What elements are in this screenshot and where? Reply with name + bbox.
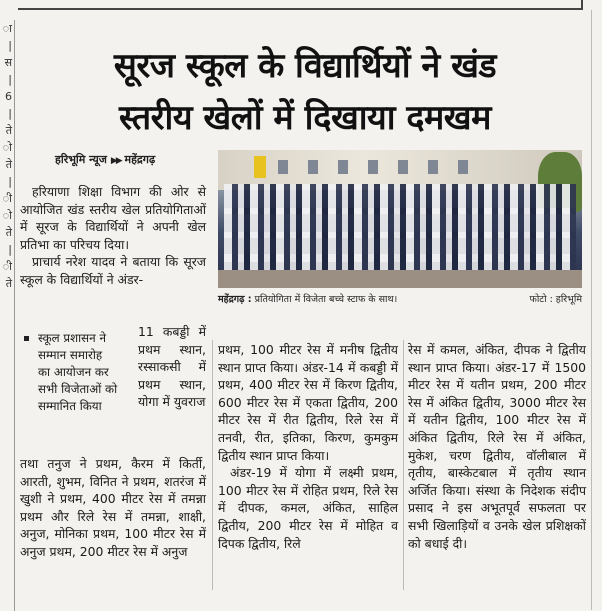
left-fragment: ते — [5, 277, 12, 290]
article-paragraph: प्रथम, 100 मीटर रेस में मनीष द्वितीय स्थान प्राप्त किया। अंडर-14 में कबड्डी में प्रथम, 400 मीटर रेस में किरण द्वितीय, 600 मीटर रेस में एकता द्वितीय, 200 मीटर रेस में रीत द्वितीय, रिले रेस में तनवी, रीत, इतिका, किरण, कुमकुम द्वितीय स्थान प्राप्त किया। — [218, 342, 398, 463]
caption-left — [218, 292, 397, 305]
article-paragraph: हरियाणा शिक्षा विभाग की ओर से आयोजित खंड स्तरीय खेल प्रतियोगिताओं में सूरज के विद्यार्थियों ने अपनी खेल प्रतिभा का परिचय दिया। — [20, 184, 206, 252]
bullet-icon — [24, 336, 29, 341]
right-margin-rule — [591, 10, 602, 610]
caption-text: प्रतियोगिता में विजेता बच्चे स्टाफ के साथ। — [254, 294, 398, 305]
photo-window — [428, 160, 438, 174]
left-fragment: ा — [2, 22, 12, 35]
photo-window — [398, 160, 408, 174]
column-divider — [212, 340, 213, 590]
photo-credit: फोटो : हरिभूमि — [529, 294, 582, 305]
byline-arrow-icon: ▶▶ — [110, 156, 121, 166]
highlight-box — [26, 330, 136, 415]
highlight-line: सभी विजेताओं को — [38, 382, 118, 396]
photo-flag — [254, 156, 266, 178]
left-fragment: | — [8, 73, 12, 86]
left-fragment: | — [8, 39, 12, 52]
photo-window — [458, 160, 468, 174]
left-fragment: ते — [5, 158, 12, 171]
highlight-line: स्कूल प्रशासन ने — [38, 331, 107, 345]
article-column-2 — [218, 341, 398, 552]
highlight-line: सम्मानित किया — [38, 399, 102, 413]
headline-line-1: सूरज स्कूल के विद्यार्थियों ने खंड — [113, 46, 497, 86]
article-paragraph: अंडर-19 में योगा में लक्ष्मी प्रथम, 100 मीटर रेस में रोहित प्रथम, रिले रेस में दीपक, कमल, अंकित, साहिल द्वितीय, 200 मीटर रेस में मोहित व दिपक द्वितीय, रिले — [218, 465, 398, 551]
left-fragment: ो — [2, 209, 12, 222]
photo-caption — [218, 292, 582, 305]
left-fragment: स — [4, 56, 12, 69]
left-fragment: | — [8, 175, 12, 188]
article-column-1-wrap: 11 कबड्डी में प्रथम स्थान, रस्साकसी में प्रथम स्थान, योगा में युवराज — [138, 324, 206, 410]
column-divider — [403, 340, 404, 590]
photo-floor — [218, 270, 582, 288]
left-fragment: ी — [2, 260, 12, 273]
caption-place: महेंद्रगढ़ : — [218, 294, 252, 305]
article-column-3: रेस में कमल, अंकित, दीपक ने द्वितीय स्थान प्राप्त किया। अंडर-17 में 1500 मीटर रेस में यतीन प्रथम, 200 मीटर रेस में अंकित द्वितीय, 3000 मीटर रेस में यतीन द्वितीय, 100 मीटर रेस में अंकित द्वितीय, रिले रेस में अंकित, मुकेश, चरण द्वितीय, वॉलीबाल में तृतीय, बास्केटबाल में तृतीय स्थान अर्जित किया। संस्था के निदेशक संदीप प्रसाद ने इस अभूतपूर्व सफलता पर सभी खिलाड़ियों व उनके खेल प्रशिक्षकों को बधाई दी। — [408, 342, 586, 551]
left-fragment: ते — [5, 124, 12, 137]
left-fragment: 6 — [5, 90, 12, 103]
highlight-line: का आयोजन कर — [38, 365, 109, 379]
group-photo — [218, 150, 582, 288]
left-fragment: | — [8, 243, 12, 256]
photo-window — [308, 160, 318, 174]
highlight-line: सम्मान समारोह — [38, 348, 103, 362]
headline-line-2: स्तरीय खेलों में दिखाया दमखम — [119, 98, 491, 138]
photo-window — [278, 160, 288, 174]
left-margin-column — [0, 20, 15, 611]
byline-source: हरिभूमि न्यूज — [55, 153, 107, 166]
top-border — [18, 0, 583, 10]
left-fragment: ो — [2, 141, 12, 154]
photo-window — [368, 160, 378, 174]
left-fragment: ी — [2, 192, 12, 205]
byline — [55, 152, 155, 167]
left-fragment: ते — [5, 226, 12, 239]
article-paragraph: प्राचार्य नरेश यादव ने बताया कि सूरज स्कूल के विद्यार्थियों ने अंडर- — [20, 254, 206, 287]
article-column-1-bottom: तथा तनुज ने प्रथम, कैरम में किर्ती, आरती, शुभम, विनित ने प्रथम, शतरंज में खुशी ने प्रथम, 400 मीटर रेस में तमन्ना प्रथम और रिले रेस में तमन्ना, शाक्षी, अनुज, मोनिका प्रथम, 100 मीटर रेस में अनुज प्रथम, 200 मीटर रेस में अनुज — [20, 456, 206, 559]
headline — [20, 40, 590, 144]
left-fragment: | — [8, 107, 12, 120]
article-column-1-top — [20, 183, 206, 289]
byline-place: महेंद्रगढ़ — [124, 153, 156, 166]
photo-window — [338, 160, 348, 174]
